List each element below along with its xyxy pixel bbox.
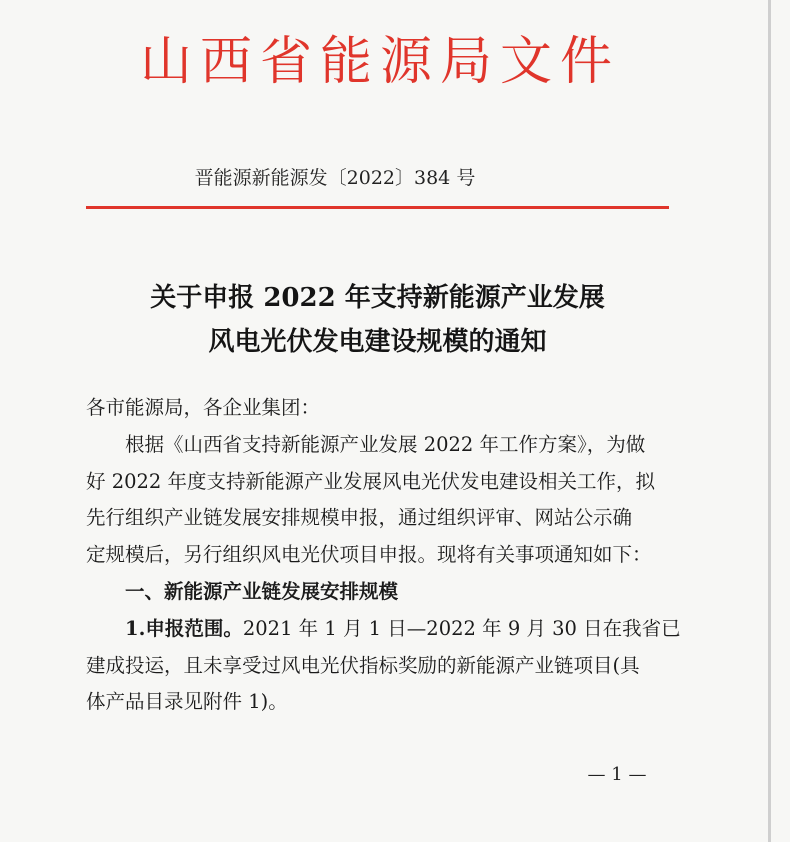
paragraph-line: 定规模后，另行组织风电光伏项目申报。现将有关事项通知如下： [86,543,652,567]
notice-title-line-2: 风电光伏发电建设规模的通知 [208,327,547,357]
paragraph-line: 根据《山西省支持新能源产业发展 2022 年工作方案》，为做 [125,432,646,456]
notice-body [86,390,681,721]
notice-title [86,276,669,364]
salutation: 各市能源局，各企业集团： [86,396,321,419]
item-1-line: 体产品目录见附件 1)。 [86,690,288,714]
red-divider-line [86,206,669,209]
item-1-line: 建成投运，且未享受过风电光伏指标奖励的新能源产业链项目(具 [86,653,640,677]
page-edge-shadow [768,0,771,842]
paragraph-line: 先行组织产业链发展安排规模申报，通过组织评审、网站公示确 [86,506,633,530]
section-heading: 一、新能源产业链发展安排规模 [125,579,399,603]
item-1-line [86,611,681,648]
page-number: — 1 — [587,764,647,785]
item-1-label: 1.申报范围。 [125,616,243,640]
item-1-text: 2021 年 1 月 1 日—2022 年 9 月 30 日在我省已 [242,616,681,640]
issuer-title: 山西省能源局文件 [139,32,620,92]
notice-title-line-1: 关于申报 2022 年支持新能源产业发展 [150,283,605,313]
document-number: 晋能源新能源发〔2022〕384 号 [194,167,476,189]
paragraph-line: 好 2022 年度支持新能源产业发展风电光伏发电建设相关工作，拟 [86,469,656,493]
